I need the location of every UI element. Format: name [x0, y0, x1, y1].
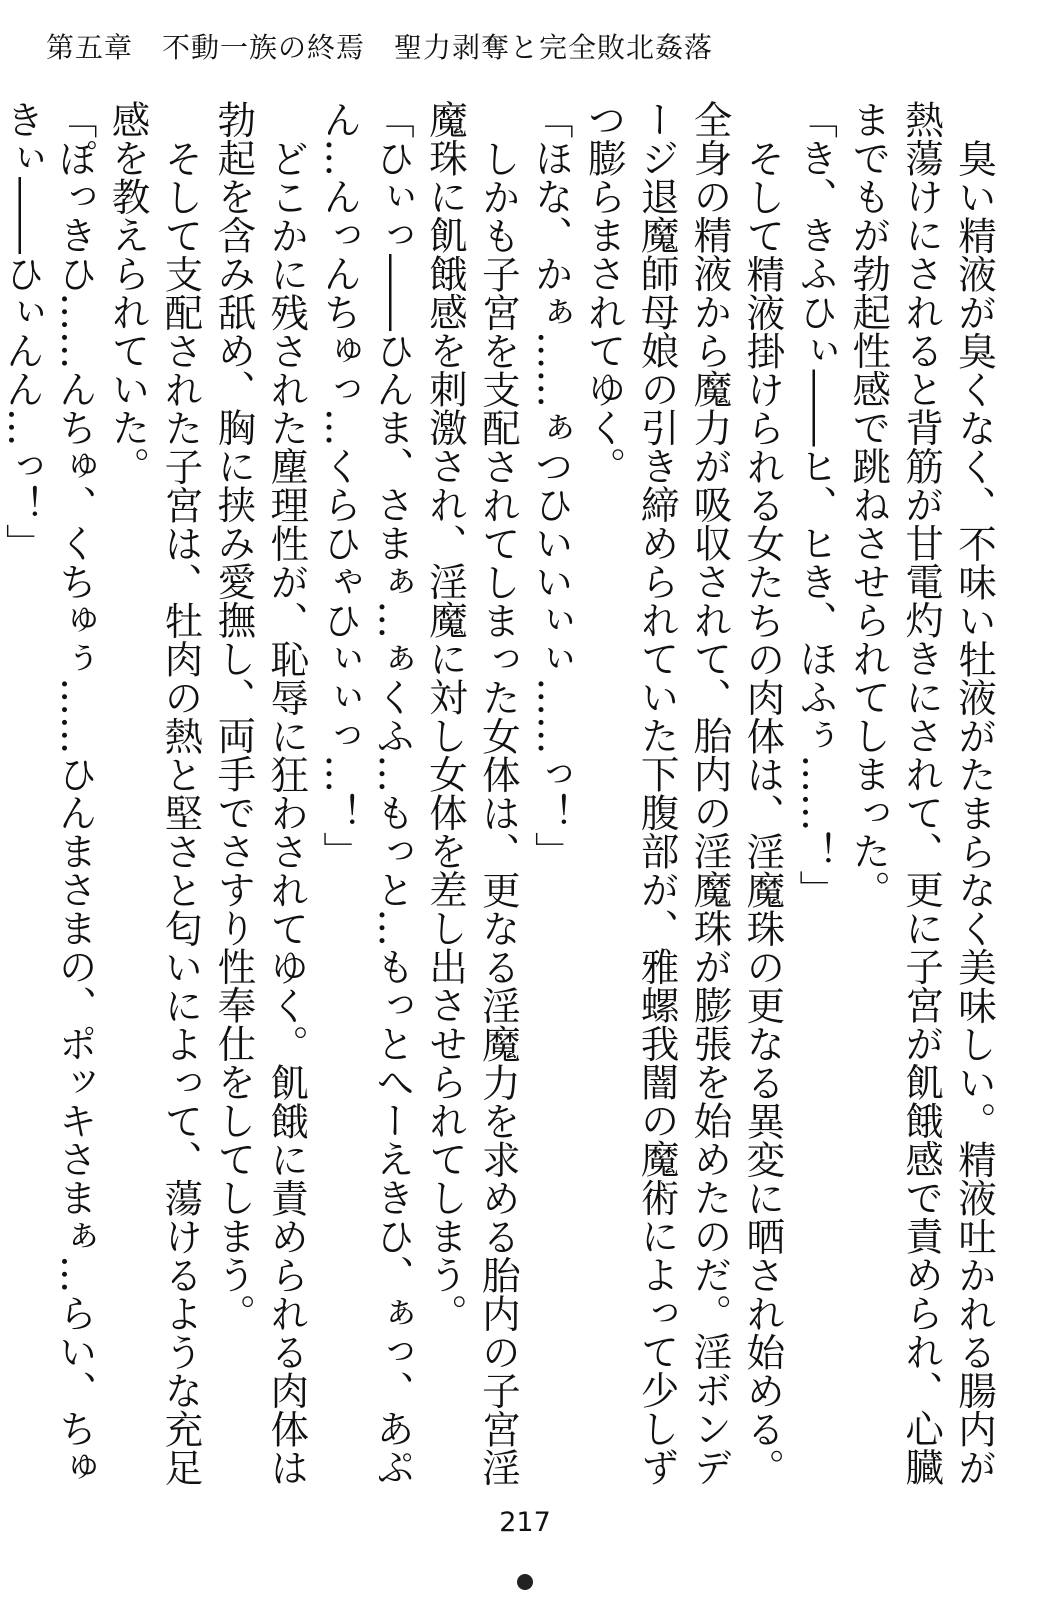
vertical-text-body — [0, 100, 1000, 1500]
dialogue-line: 「ぽっきひ……んちゅ、くちゅぅ……ひんまさまの、ポッキさまぁ…らい、ちゅきぃ――ひぃんん…っ！」 — [0, 100, 98, 1486]
narration-paragraph: そして支配された子宮は、牡肉の熱と堅さと匂いによって、蕩けるような充足感を教えられていた。 — [105, 100, 204, 1486]
narration-paragraph: そして精液掛けられる女たちの肉体は、淫魔珠の更なる異変に晒され始める。全身の精液から魔力が吸収されて、胎内の淫魔珠が膨張を始めたのだ。淫ボンデージ退魔師母娘の引き締められていた下腹部が、雅螺我闇の魔術によって少しずつ膨らまされてゆく。 — [581, 100, 786, 1486]
narration-paragraph: どこかに残された塵理性が、恥辱に狂わされてゆく。飢餓に責められる肉体は勃起を含み舐め、胸に挟み愛撫し、両手でさすり性奉仕をしてしまう。 — [211, 100, 310, 1486]
dialogue-line: 「ほな、かぁ……ぁつひいいぃぃ……っ！」 — [528, 100, 574, 870]
narration-paragraph: しかも子宮を支配されてしまった女体は、更なる淫魔力を求める胎内の子宮淫魔珠に飢餓感を刺激され、淫魔に対し女体を差し出させられてしまう。 — [422, 100, 521, 1486]
dialogue-line: 「ひぃっ――ひんま、さまぁ…ぁくふ…もっと…もっとへーえきひ、ぁっ、あぷん…んっんちゅっ…くらひゃひぃぃっ…！」 — [317, 100, 416, 1486]
running-header: 第五章 不動一族の終焉 聖力剥奪と完全敗北姦落 — [46, 31, 714, 64]
narration-paragraph: 臭い精液が臭くなく、不味い牡液がたまらなく美味しい。精液吐かれる腸内が熱蕩けにされると背筋が甘電灼きにされて、更に子宮が飢餓感で責められ、心臓までもが勃起性感で跳ねさせられてしまった。 — [846, 100, 997, 1486]
dialogue-line: 「き、きふひぃ――ヒ、ヒき、ほふぅ……！」 — [793, 100, 839, 909]
page-number: 217 — [499, 1507, 551, 1538]
dot-mark — [517, 1574, 533, 1590]
